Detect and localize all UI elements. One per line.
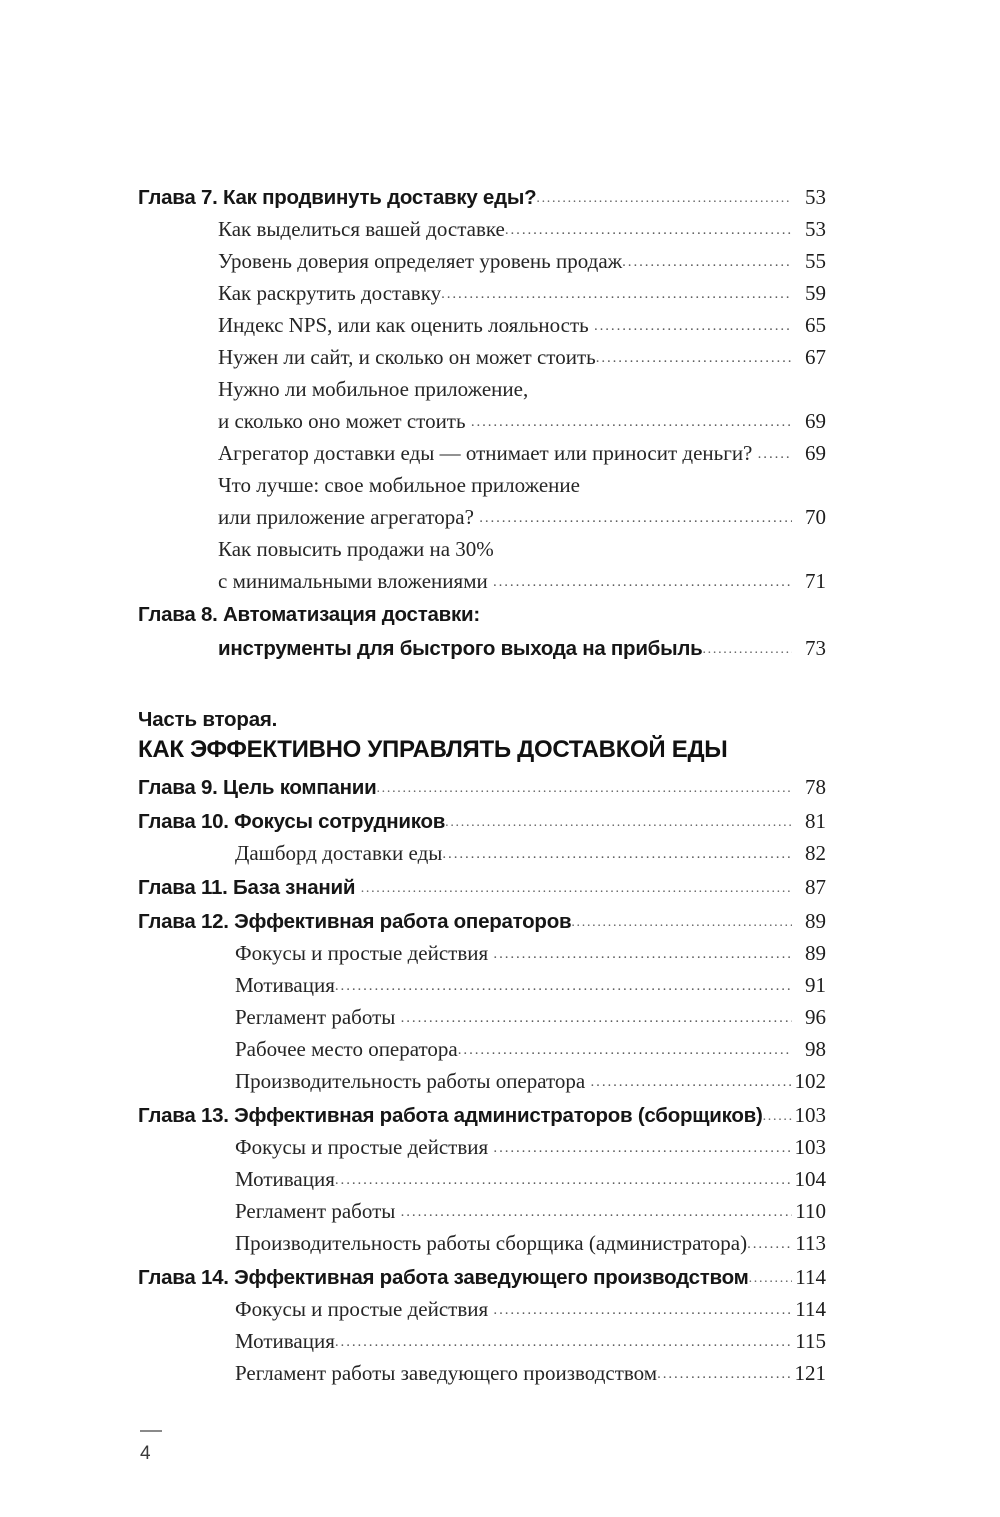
toc-entry-subsection[interactable] [138,1037,826,1062]
toc-entry-label: Индекс NPS, или как оценить лояльность [218,313,594,337]
toc-entry-label: Производительность работы сборщика (администратора) [235,1231,748,1256]
toc-entry-label: Глава 8. Автоматизация доставки: [138,603,480,626]
toc-entry-page: 102 [794,1069,826,1094]
toc-entry-chapter[interactable] [138,875,826,900]
part-heading-title: КАК ЭФФЕКТИВНО УПРАВЛЯТЬ ДОСТАВКОЙ ЕДЫ [138,736,728,764]
dot-leader [335,977,792,995]
toc-entry-page: 82 [805,841,826,866]
dot-leader [458,1041,792,1059]
toc-entry-page: 115 [795,1329,826,1354]
dot-leader [401,1203,792,1221]
toc-entry-page: 55 [805,249,826,273]
toc-entry-chapter[interactable] [138,185,826,210]
toc-entry-page: 113 [795,1231,826,1256]
dot-leader [622,253,792,271]
toc-entry-page: 71 [805,569,826,593]
toc-entry-label: Глава 14. Эффективная работа заведующего производством [138,1266,749,1290]
dot-leader [571,913,792,931]
toc-entry-subsection[interactable] [138,1329,826,1354]
toc-entry-subsection[interactable] [138,1297,826,1322]
dot-leader [479,509,792,527]
toc-entry-label: Рабочее место оператора [235,1037,458,1062]
dot-leader [594,317,792,335]
toc-entry-subsection[interactable] [138,505,826,530]
toc-entry-page: 114 [795,1297,826,1322]
toc-entry-label: Как раскрутить доставку [218,281,442,305]
toc-entry-label: и сколько оно может стоить [218,409,471,433]
toc-entry-label: Глава 9. Цель компании [138,776,377,800]
toc-entry-label: или приложение агрегатора? [218,505,480,529]
toc-entry-label: Глава 11. База знаний [138,876,361,900]
dot-leader [471,413,792,431]
toc-entry-subsection[interactable] [138,1199,826,1224]
toc-entry-chapter[interactable] [138,775,826,800]
toc-entry-subsection[interactable] [138,1135,826,1160]
toc-entry-page: 103 [794,1103,826,1128]
toc-entry-page: 81 [805,809,826,834]
dot-leader [401,1009,792,1027]
toc-entry-chapter[interactable] [138,809,826,834]
toc-entry-subsection[interactable] [138,441,826,466]
toc-entry-subsection[interactable] [138,249,826,274]
dot-leader [493,1301,792,1319]
toc-entry-label: Фокусы и простые действия [235,1135,494,1160]
toc-entry-chapter[interactable] [138,909,826,934]
toc-entry-page: 69 [805,441,826,465]
toc-entry-page: 89 [805,909,826,934]
toc-entry-page: 91 [805,973,826,998]
part-heading-label: Часть вторая. [138,708,278,731]
toc-entry-page: 78 [805,775,826,800]
toc-entry-page: 67 [805,345,826,369]
toc-entry-subsection-line1[interactable] [138,473,826,498]
toc-entry-subsection[interactable] [138,1069,826,1094]
toc-entry-subsection[interactable] [138,973,826,998]
toc-entry-page: 69 [805,409,826,433]
dot-leader [536,189,792,207]
toc-entry-label: Как выделиться вашей доставке [218,217,505,241]
toc-entry-label: Регламент работы [235,1199,401,1224]
dot-leader [335,1171,792,1189]
toc-entry-label: Глава 12. Эффективная работа операторов [138,910,572,934]
dot-leader [493,1139,792,1157]
dot-leader [596,349,792,367]
toc-entry-label: Глава 13. Эффективная работа администраторов (сборщиков) [138,1104,763,1128]
toc-entry-label: Регламент работы заведующего производством [235,1361,658,1386]
toc-entry-label: с минимальными вложениями [218,569,493,593]
toc-entry-label: Регламент работы [235,1005,401,1030]
toc-entry-subsection[interactable] [138,1167,826,1192]
toc-entry-subsection[interactable] [138,1231,826,1256]
toc-entry-subsection[interactable] [138,569,826,594]
toc-entry-subsection-line1[interactable] [138,377,826,402]
dot-leader [657,1365,792,1383]
toc-entry-page: 104 [794,1167,826,1192]
toc-entry-page: 114 [795,1265,826,1290]
dot-leader [505,221,792,239]
dot-leader [441,285,792,303]
toc-entry-chapter[interactable] [138,636,826,661]
toc-entry-label: Дашборд доставки еды [235,841,443,866]
toc-entry-subsection[interactable] [138,841,826,866]
dot-leader [591,1073,792,1091]
dot-leader [493,573,792,591]
toc-entry-subsection[interactable] [138,941,826,966]
toc-entry-label: инструменты для быстрого выхода на прибыль [218,637,703,660]
toc-entry-page: 59 [805,281,826,305]
toc-entry-subsection[interactable] [138,1361,826,1386]
toc-entry-label: Мотивация [235,1329,335,1354]
dot-leader [493,945,792,963]
toc-entry-chapter-line1[interactable] [138,603,826,627]
toc-entry-page: 87 [805,875,826,900]
toc-entry-subsection-line1[interactable] [138,537,826,562]
dot-leader [376,779,792,797]
dot-leader [445,813,792,831]
toc-entry-subsection[interactable] [138,313,826,338]
toc-entry-page: 110 [795,1199,826,1224]
footer-rule [140,1430,162,1432]
dot-leader [702,640,792,658]
toc-entry-label: Как повысить продажи на 30% [218,537,494,561]
toc-entry-label: Мотивация [235,973,335,998]
toc-entry-label: Агрегатор доставки еды — отнимает или приносит деньги? [218,441,758,465]
page-number: 4 [140,1443,151,1464]
toc-entry-subsection[interactable] [138,281,826,306]
toc-entry-page: 70 [805,505,826,529]
dot-leader [442,845,792,863]
toc-entry-page: 65 [805,313,826,337]
toc-entry-subsection[interactable] [138,345,826,370]
toc-entry-page: 53 [805,185,826,209]
toc-entry-chapter[interactable] [138,1265,826,1290]
dot-leader [749,1269,792,1287]
toc-entry-label: Глава 7. Как продвинуть доставку еды? [138,186,537,209]
dot-leader [361,879,792,897]
toc-entry-label: Производительность работы оператора [235,1069,591,1094]
toc-entry-page: 103 [794,1135,826,1160]
toc-entry-page: 98 [805,1037,826,1062]
toc-entry-label: Что лучше: свое мобильное приложение [218,473,580,497]
toc-entry-label: Фокусы и простые действия [235,1297,494,1322]
dot-leader [763,1107,792,1125]
toc-entry-page: 89 [805,941,826,966]
toc-entry-page: 121 [794,1361,826,1386]
toc-entry-label: Уровень доверия определяет уровень продаж [218,249,623,273]
dot-leader [335,1333,792,1351]
toc-entry-chapter[interactable] [138,1103,826,1128]
toc-entry-page: 53 [805,217,826,241]
toc-entry-page: 73 [805,636,826,660]
toc-entry-label: Мотивация [235,1167,335,1192]
part-heading [138,707,826,765]
toc-entry-label: Нужен ли сайт, и сколько он может стоить [218,345,596,369]
toc-entry-subsection[interactable] [138,1005,826,1030]
table-of-contents [138,176,826,1386]
toc-entry-subsection[interactable] [138,217,826,242]
page-footer [140,1430,260,1465]
toc-entry-label: Нужно ли мобильное приложение, [218,377,529,401]
dot-leader [758,445,792,463]
toc-entry-page: 96 [805,1005,826,1030]
dot-leader [747,1235,792,1253]
toc-entry-label: Глава 10. Фокусы сотрудников [138,810,446,834]
toc-entry-subsection[interactable] [138,409,826,434]
toc-entry-label: Фокусы и простые действия [235,941,494,966]
